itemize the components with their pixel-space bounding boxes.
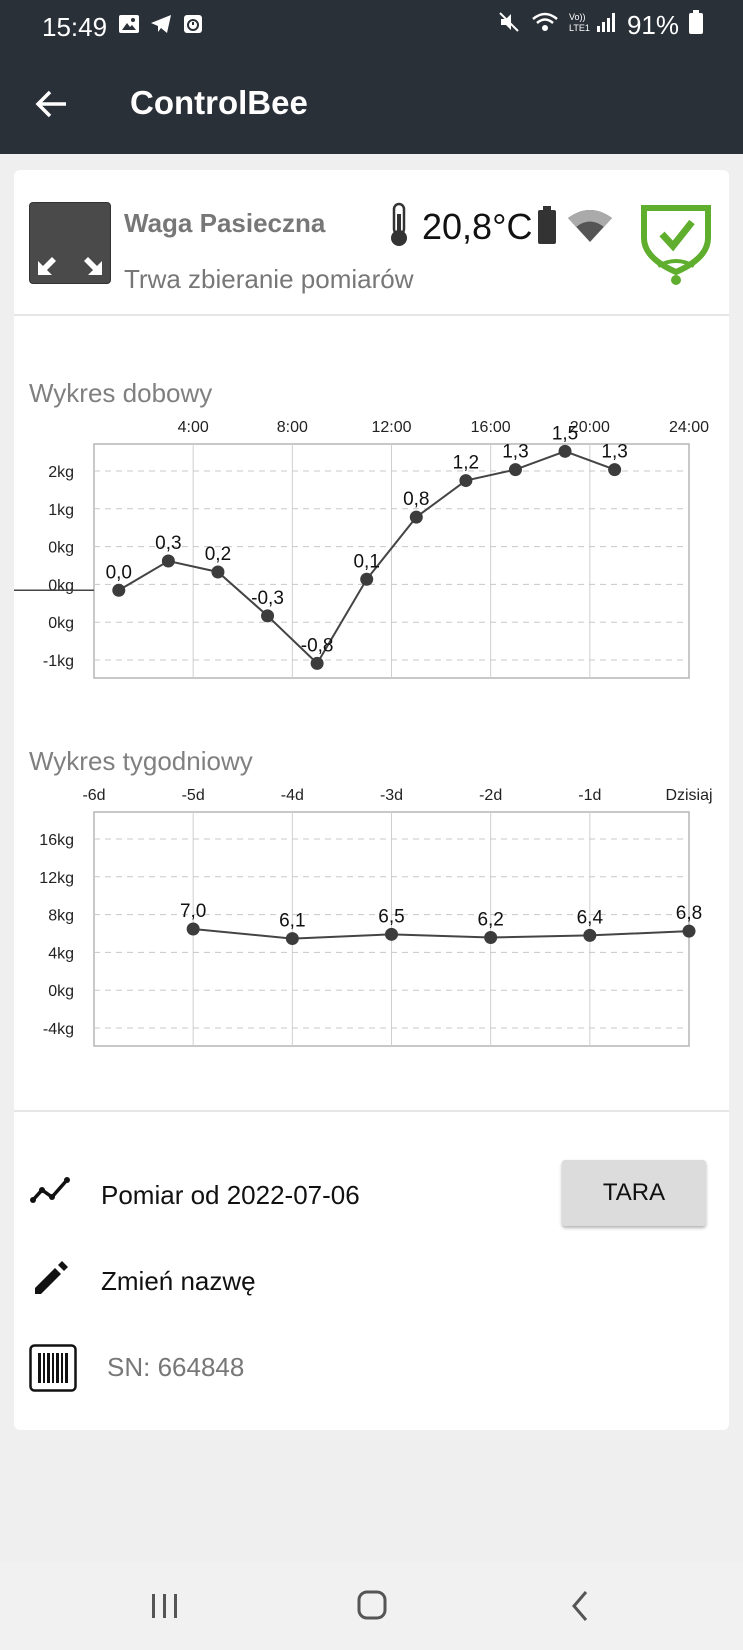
home-icon[interactable] — [342, 1584, 402, 1628]
device-thumbnail[interactable] — [29, 202, 111, 284]
x-tick-label: 20:00 — [569, 419, 610, 436]
weekly-chart-title: Wykres tygodniowy — [29, 746, 253, 776]
data-point — [112, 584, 125, 597]
data-point — [360, 573, 373, 586]
x-tick-label: -1d — [578, 787, 602, 804]
device-status: Trwa zbieranie pomiarów — [124, 264, 414, 294]
y-tick-label: 0kg — [48, 615, 74, 633]
x-tick-label: -6d — [82, 787, 106, 804]
data-label: 0,0 — [105, 562, 133, 584]
data-point — [509, 463, 522, 476]
x-tick-label: 8:00 — [276, 419, 308, 436]
data-point — [286, 932, 299, 945]
y-tick-label: 4kg — [48, 945, 74, 963]
data-label: 1,5 — [551, 423, 579, 445]
y-tick-label: 0kg — [48, 577, 74, 595]
data-label: 6,2 — [477, 909, 504, 931]
data-point — [410, 511, 423, 524]
data-point — [559, 445, 572, 458]
data-point — [583, 929, 596, 942]
rename-link[interactable]: Zmień nazwę — [101, 1266, 256, 1296]
divider — [14, 314, 729, 316]
svg-text:Vo)): Vo)) — [568, 12, 586, 22]
recent-apps-icon[interactable] — [134, 1584, 194, 1628]
data-point — [261, 609, 274, 622]
y-tick-label: -1kg — [42, 653, 74, 670]
telegram-icon — [150, 13, 172, 35]
temperature-value: 20,8°C — [422, 206, 533, 247]
mute-icon — [497, 10, 521, 41]
device-name: Waga Pasieczna — [124, 208, 326, 238]
system-nav-bar — [0, 1562, 743, 1650]
y-tick-label: -4kg — [42, 1021, 74, 1038]
data-label: 6,5 — [378, 906, 405, 928]
image-icon — [118, 13, 140, 35]
data-label: 1,2 — [452, 452, 480, 474]
x-tick-label: 24:00 — [668, 419, 710, 436]
data-label: -0,3 — [251, 587, 284, 609]
data-label: 1,3 — [601, 441, 628, 463]
series-line — [193, 929, 689, 939]
x-tick-label: 4:00 — [177, 419, 209, 436]
shield-check-icon — [638, 200, 714, 291]
data-label: 6,1 — [279, 910, 306, 932]
device-card — [14, 170, 729, 1430]
app-bar — [0, 56, 743, 154]
x-tick-label: 16:00 — [470, 419, 511, 436]
battery-percent: 91% — [626, 10, 679, 40]
data-point — [459, 474, 472, 487]
back-icon[interactable] — [550, 1584, 610, 1628]
y-tick-label: 8kg — [48, 907, 74, 925]
app-title: ControlBee — [130, 84, 308, 121]
data-label: 0,1 — [353, 551, 380, 573]
trend-line-icon — [29, 1170, 71, 1217]
weekly-chart — [14, 780, 729, 1038]
y-tick-label: 1kg — [48, 501, 74, 519]
volte-signal-icon — [569, 10, 617, 41]
y-tick-label: 16kg — [39, 832, 74, 849]
x-tick-label: -4d — [280, 787, 304, 804]
data-point — [484, 931, 497, 944]
y-tick-label: 0kg — [48, 983, 74, 1001]
data-point — [385, 928, 398, 941]
daily-chart-title: Wykres dobowy — [29, 378, 213, 408]
svg-text:LTE1: LTE1 — [568, 23, 590, 33]
status-time: 15:49 — [42, 12, 108, 42]
data-label: 1,3 — [502, 441, 529, 463]
status-bar — [0, 0, 743, 56]
data-label: 0,3 — [155, 533, 182, 554]
x-tick-label: -2d — [479, 787, 503, 804]
back-arrow-icon[interactable] — [30, 82, 74, 126]
barcode-icon — [29, 1344, 77, 1397]
divider — [14, 1110, 729, 1112]
battery-icon — [689, 10, 703, 41]
daily-chart — [14, 410, 729, 682]
data-label: 7,0 — [179, 901, 207, 922]
y-tick-label: 0kg — [48, 539, 74, 557]
data-point — [187, 923, 200, 936]
data-point — [162, 555, 175, 568]
y-tick-label: 2kg — [48, 464, 74, 481]
data-label: 6,4 — [576, 907, 604, 929]
x-tick-label: -3d — [379, 787, 404, 804]
data-point — [608, 463, 621, 476]
measurement-since: Pomiar od 2022-07-06 — [101, 1180, 360, 1210]
data-label: -0,8 — [300, 635, 334, 657]
data-point — [683, 925, 696, 938]
data-label: 0,2 — [204, 543, 232, 565]
serial-number: SN: 664848 — [107, 1352, 245, 1382]
expand-icon — [30, 203, 110, 283]
battery-icon — [536, 206, 558, 251]
data-label: 6,8 — [675, 903, 703, 925]
x-tick-label: -5d — [181, 787, 205, 804]
y-tick-label: 12kg — [39, 869, 74, 887]
x-tick-label: Dzisiaj — [665, 787, 713, 804]
wifi-icon — [531, 10, 559, 41]
pencil-icon[interactable] — [29, 1258, 71, 1305]
x-tick-label: 12:00 — [371, 419, 412, 436]
wifi-signal-icon — [566, 206, 614, 251]
alarm-icon — [182, 13, 204, 35]
tara-button[interactable]: TARA — [562, 1160, 706, 1226]
data-label: 0,8 — [403, 489, 430, 511]
data-point — [211, 565, 224, 578]
thermometer-icon — [387, 202, 411, 253]
data-point — [311, 657, 324, 670]
